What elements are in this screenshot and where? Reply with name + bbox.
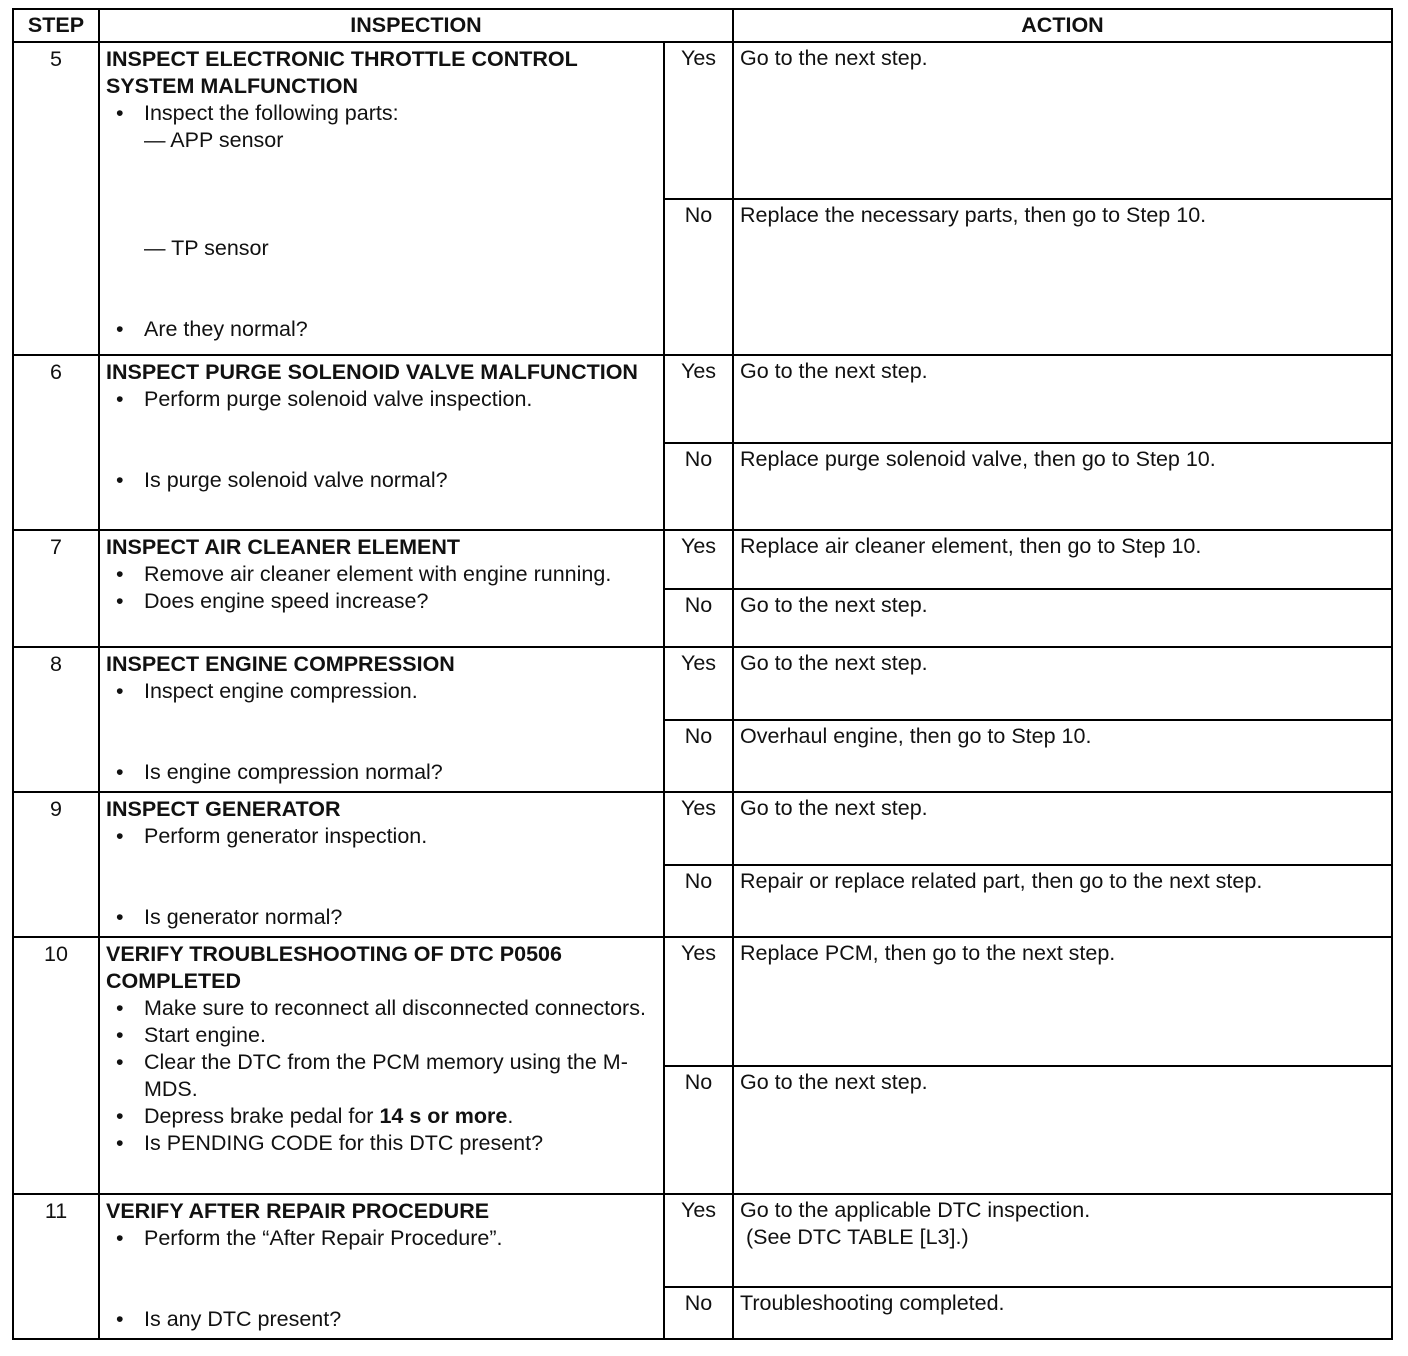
yes-action: Go to the next step. [733, 647, 1392, 720]
inspection-cell [99, 792, 664, 937]
header-inspection: INSPECTION [99, 9, 733, 42]
bullet-item: • Inspect the following parts: [106, 100, 657, 127]
bullet-item: • Remove air cleaner element with engine running. [106, 561, 657, 588]
yes-label: Yes [664, 355, 733, 443]
inspection-title: VERIFY AFTER REPAIR PROCEDURE [106, 1199, 490, 1223]
header-action: ACTION [733, 9, 1392, 42]
no-label: No [664, 589, 733, 648]
yes-action [733, 1194, 1392, 1287]
header-step: STEP [13, 9, 99, 42]
inspection-title: INSPECT ELECTRONIC THROTTLE CONTROL SYSTEM MALFUNCTION [106, 47, 578, 98]
no-label: No [664, 1066, 733, 1195]
no-label: No [664, 865, 733, 938]
table-row [13, 937, 1392, 1066]
step-number: 8 [13, 647, 99, 792]
table-row [13, 792, 1392, 865]
inspection-title: INSPECT GENERATOR [106, 797, 341, 821]
no-action: Go to the next step. [733, 589, 1392, 648]
table-row [13, 1194, 1392, 1287]
yes-label: Yes [664, 1194, 733, 1287]
step-number: 5 [13, 42, 99, 355]
step-number: 11 [13, 1194, 99, 1339]
no-action: Go to the next step. [733, 1066, 1392, 1195]
bullet-item: • Are they normal? [106, 316, 657, 343]
inspection-title: INSPECT AIR CLEANER ELEMENT [106, 535, 460, 559]
troubleshooting-table [12, 8, 1393, 1340]
sub-item: — APP sensor [144, 128, 284, 152]
inspection-title: VERIFY TROUBLESHOOTING OF DTC P0506 COMPLETED [106, 942, 562, 993]
inspection-cell [99, 1194, 664, 1339]
bullet-item: • Perform generator inspection. [106, 823, 657, 850]
yes-label: Yes [664, 647, 733, 720]
inspection-title: INSPECT ENGINE COMPRESSION [106, 652, 455, 676]
bullet-text: Depress brake pedal for [144, 1104, 380, 1128]
yes-label: Yes [664, 937, 733, 1066]
bullet-item: • Is purge solenoid valve normal? [106, 467, 657, 494]
inspection-cell [99, 937, 664, 1194]
no-label: No [664, 199, 733, 356]
no-action: Troubleshooting completed. [733, 1287, 1392, 1339]
bullet-item: • Inspect engine compression. [106, 678, 657, 705]
table-row [13, 42, 1392, 199]
yes-action-line: Go to the applicable DTC inspection. [740, 1198, 1091, 1222]
bullet-item: • Clear the DTC from the PCM memory using the M-MDS. [106, 1049, 657, 1103]
no-label: No [664, 1287, 733, 1339]
step-number: 9 [13, 792, 99, 937]
yes-action-reference: (See DTC TABLE [L3].) [740, 1225, 969, 1249]
bullet-item: • Is PENDING CODE for this DTC present? [106, 1130, 657, 1157]
yes-label: Yes [664, 42, 733, 199]
bold-duration: 14 s or more [379, 1104, 508, 1128]
yes-action: Go to the next step. [733, 355, 1392, 443]
sub-item: — TP sensor [144, 236, 269, 260]
inspection-cell [99, 647, 664, 792]
no-label: No [664, 720, 733, 793]
yes-action: Replace air cleaner element, then go to Step 10. [733, 530, 1392, 589]
yes-action: Go to the next step. [733, 42, 1392, 199]
no-action: Overhaul engine, then go to Step 10. [733, 720, 1392, 793]
header-row [13, 9, 1392, 42]
bullet-item: • Is generator normal? [106, 904, 657, 931]
no-action: Replace purge solenoid valve, then go to Step 10. [733, 443, 1392, 531]
table-row [13, 355, 1392, 443]
bullet-item: • Is any DTC present? [106, 1306, 657, 1333]
yes-action: Replace PCM, then go to the next step. [733, 937, 1392, 1066]
inspection-cell [99, 530, 664, 647]
no-label: No [664, 443, 733, 531]
table-row [13, 530, 1392, 589]
bullet-item: • Does engine speed increase? [106, 588, 657, 615]
bullet-text: . [507, 1104, 514, 1128]
bullet-item [106, 1103, 657, 1130]
inspection-cell [99, 355, 664, 530]
bullet-item: • Start engine. [106, 1022, 657, 1049]
table-row [13, 647, 1392, 720]
bullet-item: • Make sure to reconnect all disconnected connectors. [106, 995, 657, 1022]
yes-action: Go to the next step. [733, 792, 1392, 865]
yes-label: Yes [664, 530, 733, 589]
inspection-cell [99, 42, 664, 355]
no-action: Repair or replace related part, then go to the next step. [733, 865, 1392, 938]
inspection-title: INSPECT PURGE SOLENOID VALVE MALFUNCTION [106, 360, 638, 384]
no-action: Replace the necessary parts, then go to Step 10. [733, 199, 1392, 356]
bullet-item: • Is engine compression normal? [106, 759, 657, 786]
step-number: 7 [13, 530, 99, 647]
step-number: 6 [13, 355, 99, 530]
step-number: 10 [13, 937, 99, 1194]
yes-label: Yes [664, 792, 733, 865]
bullet-item: • Perform the “After Repair Procedure”. [106, 1225, 657, 1252]
bullet-item: • Perform purge solenoid valve inspection. [106, 386, 657, 413]
